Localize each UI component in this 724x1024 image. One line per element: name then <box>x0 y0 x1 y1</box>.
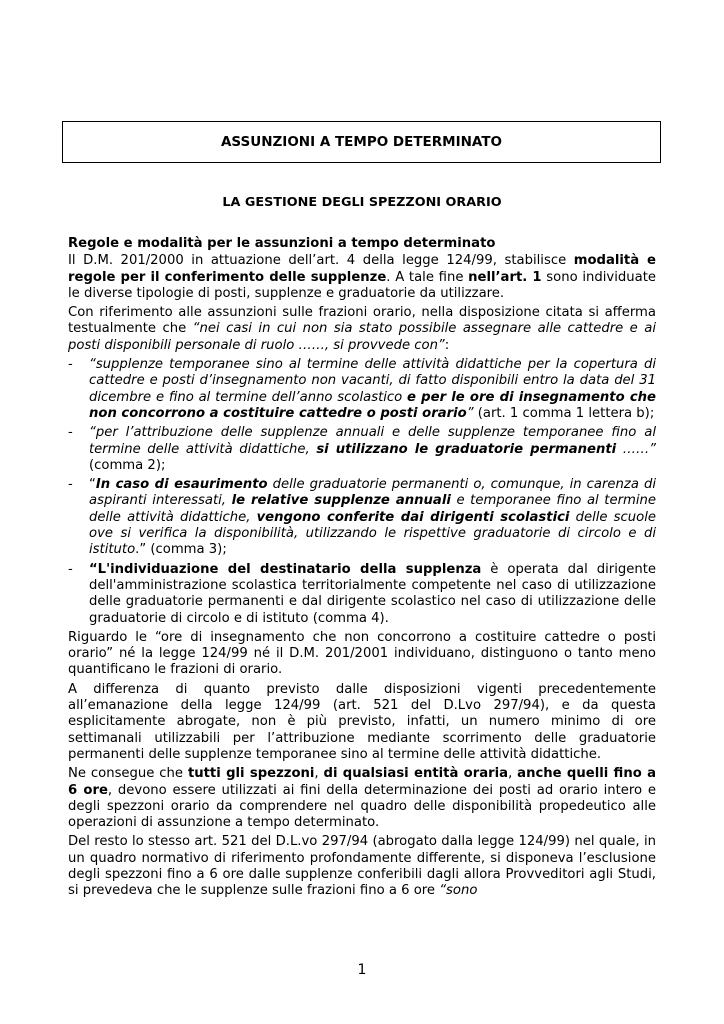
paragraph-6 <box>68 834 656 899</box>
italic-text: ……” <box>616 441 657 457</box>
italic-text: delle graduatorie permanenti o, comunque, in carenza di aspiranti interessati, <box>89 477 656 509</box>
italic-text: ” <box>466 405 474 421</box>
paragraph-1 <box>68 253 656 302</box>
paragraph-5 <box>68 766 656 831</box>
list-dash: - <box>68 561 73 577</box>
document-title-box <box>62 121 661 163</box>
bold-italic-text: e per le ore di insegnamento che non concorrono a costituire cattedre o posti orario <box>89 389 656 421</box>
text: “ <box>89 477 96 493</box>
bold-italic-text: In caso di esaurimento <box>95 477 268 493</box>
list-item <box>68 425 656 474</box>
list-dash: - <box>68 357 73 373</box>
list-item <box>68 562 656 627</box>
italic-quote: “nei casi in cui non sia stato possibile assegnare alle cattedre e ai posti disponibili personale di ruolo ……, si provvede con” <box>68 321 656 353</box>
list-item <box>68 477 656 558</box>
paragraph-3: Riguardo le “ore di insegnamento che non concorrono a costituire cattedre o posti orario” né la legge 124/99 né il D.M. 201/2001 individuano, distinguono o tanto meno quantificano le frazioni di orario. <box>68 629 656 678</box>
bold-text: anche quelli fino a 6 ore <box>68 766 656 798</box>
italic-text: “per l’attribuzione delle supplenze annuali e delle supplenze temporanee fino al termine delle attività didattiche, <box>89 425 656 457</box>
italic-text: delle scuole ove si verifica la disponibilità, utilizzando le rispettive graduatorie di circolo e di istituto <box>89 509 656 558</box>
text: .” (comma 3); <box>135 542 227 558</box>
bold-italic-text: vengono conferite dai dirigenti scolastici <box>256 509 570 525</box>
text: : <box>444 337 450 353</box>
document-body <box>68 236 656 903</box>
bold-italic-text: le relative supplenze annuali <box>231 493 451 509</box>
bold-text: tutti gli spezzoni <box>187 766 315 782</box>
section-heading: Regole e modalità per le assunzioni a tempo determinato <box>68 236 496 251</box>
paragraph-2 <box>68 305 656 354</box>
quote-list <box>68 357 656 627</box>
italic-text: “sono <box>439 883 478 899</box>
bold-text: nell’art. 1 <box>468 269 542 285</box>
bold-italic-text: si utilizzano le graduatorie permanenti <box>316 441 617 457</box>
document-title: ASSUNZIONI A TEMPO DETERMINATO <box>220 134 503 150</box>
bold-text: di qualsiasi entità oraria <box>323 766 509 782</box>
bold-text: modalità e regole per il conferimento delle supplenze <box>68 253 657 285</box>
text: Ne consegue che <box>68 766 188 782</box>
text: è operata dal dirigente dell'amministrazione scolastica territorialmente competente nel caso di utilizzazione delle graduatorie permanenti e dal dirigente scolastico nel caso di utilizzazione delle graduatorie di circolo e di istituto (comma 4). <box>89 561 656 626</box>
text: (art. 1 comma 1 lettera b); <box>473 405 655 421</box>
list-dash: - <box>68 425 73 441</box>
paragraph-4: A differenza di quanto previsto dalle disposizioni vigenti precedentemente all’emanazione della legge 124/99 (art. 521 del D.Lvo 297/94), e da questa esplicitamente abrogate, non è più previsto, infatti, un numero minimo di ore settimanali utilizzabili per l’attribuzione mediante scorrimento delle graduatorie permanenti delle supplenze temporanee sino al termine delle attività didattiche. <box>68 681 656 762</box>
text: , devono essere utilizzati ai fini della determinazione dei posti ad orario intero e degli spezzoni orario da comprendere nel quadro delle disponibilità propedeutico alle operazioni di assunzione a tempo determinato. <box>68 782 656 831</box>
list-item <box>68 357 656 422</box>
text: Con riferimento alle assunzioni sulle frazioni orario, nella disposizione citata si afferma testualmente che <box>68 305 656 337</box>
document-subtitle: LA GESTIONE DEGLI SPEZZONI ORARIO <box>222 195 502 210</box>
list-dash: - <box>68 477 73 493</box>
text: , <box>508 766 518 782</box>
italic-text: “supplenze temporanee sino al termine delle attività didattiche per la copertura di cattedre e posti d’insegnamento non vacanti, di fatto disponibili entro la data del 31 dicembre e fino al termine dell’anno scolastico <box>89 357 656 405</box>
page-number: 1 <box>357 962 367 978</box>
text: Il D.M. 201/2000 in attuazione dell’art. 4 della legge 124/99, stabilisce <box>68 253 574 269</box>
text: . A tale fine <box>386 269 469 285</box>
text: Del resto lo stesso art. 521 del D.L.vo 297/94 (abrogato dalla legge 124/99) nel quale, in un quadro normativo di riferimento profondamente differente, si disponeva l’esclusione degli spezzoni fino a 6 ore dalle supplenze conferibili dagli allora Provveditori agli Studi, si prevedeva che le supplenze sulle frazioni fino a 6 ore <box>68 834 656 899</box>
text: (comma 2); <box>89 457 166 473</box>
text: , <box>314 766 324 782</box>
bold-text: “L'individuazione del destinatario della supplenza <box>89 561 482 577</box>
italic-text: e temporanee fino al termine delle attività didattiche, <box>89 493 656 525</box>
text: sono individuate le diverse tipologie di posti, supplenze e graduatorie da utilizzare. <box>68 269 656 301</box>
